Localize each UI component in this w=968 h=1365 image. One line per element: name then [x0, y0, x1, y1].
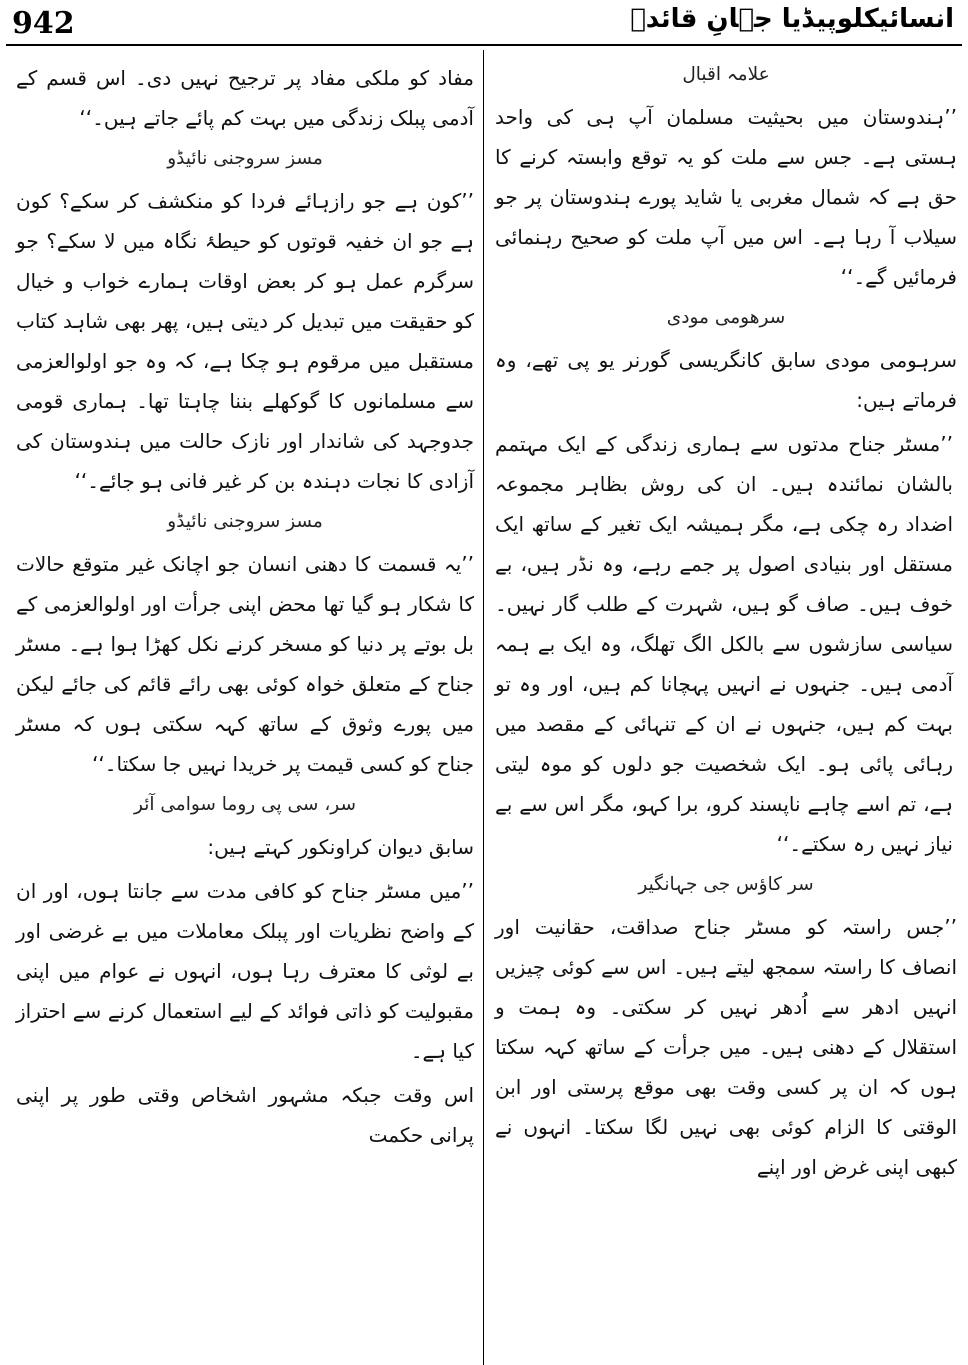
quote-paragraph: ’’یہ قسمت کا دھنی انسان جو اچانک غیر متوقع حالات کا شکار ہو گیا تھا محض اپنی جرأت اور اولوالعزمی کے بل بوتے پر دنیا کو مسخر کرنے نکل کھڑا ہوا ہے۔ مسٹر جناح کے متعلق خواہ کوئی بھی رائے قائم کی جائے لیکن میں پورے وثوق کے ساتھ کہہ سکتی ہوں کہ مسٹر جناح کو کسی قیمت پر خریدا نہیں جا سکتا۔‘‘ [16, 552, 474, 776]
section-sarojini-naidu-1 [16, 148, 474, 501]
quote-paragraph: اس وقت جبکہ مشہور اشخاص وقتی طور پر اپنی پرانی حکمت [16, 1083, 474, 1147]
right-column [495, 58, 957, 1197]
book-title: انسائیکلوپیڈیا جہانِ قائدؒ [630, 4, 954, 34]
intro-paragraph: سرہومی مودی سابق کانگریسی گورنر یو پی تھے، وہ فرماتے ہیں: [495, 348, 957, 412]
quote-paragraph: ’’مسٹر جناح مدتوں سے ہماری زندگی کے ایک مہتمم بالشان نمائندہ ہیں۔ ان کی روش بظاہر مجموعہ اضداد رہ چکی ہے، مگر ہمیشہ ایک تغیر کے ساتھ ایک مستقل اور بنیادی اصول پر جمے رہے، وہ نڈر ہیں، بے خوف ہیں۔ صاف گو ہیں، شہرت کے طلب گار نہیں۔ سیاسی سازشوں سے بالکل الگ تھلگ، وہ ایک بے ہمہ آدمی ہیں۔ جنہوں نے انہیں پہچانا کم ہیں، اور وہ تو بہت کم ہیں، جنہوں نے ان کے تنہائی کے مقصد میں رہائی پائی ہو۔ ایک شخصیت جو دلوں کو موہ لیتی ہے، تم اسے چاہے ناپسند کرو، برا کہو، مگر اس سے بے نیاز نہیں رہ سکتے۔‘‘ [495, 432, 953, 856]
section-heading: مسز سروجنی نائیڈو [167, 148, 323, 169]
page-number: 942 [12, 6, 75, 41]
section-heading: مسز سروجنی نائیڈو [167, 511, 323, 532]
quote-paragraph: ’’کون ہے جو رازہائے فردا کو منکشف کر سکے؟ کون ہے جو ان خفیہ قوتوں کو حیطۂ نگاہ میں لا سکے؟ جو سرگرم عمل ہو کر بعض اوقات ہمارے خواب و خیال کو حقیقت میں تبدیل کر دیتی ہیں، پھر بھی شاہد کتاب مستقبل میں مرقوم ہو چکا ہے، کہ وہ جو اولوالعزمی سے مسلمانوں کا گوکھلے بننا چاہتا تھا۔ ہماری قومی جدوجہد کی شاندار اور نازک حالت میں ہندوستان کی آزادی کا نجات دہندہ بن کر غیر فانی ہو جائے۔‘‘ [16, 189, 474, 493]
section-sarojini-naidu-2 [16, 511, 474, 784]
column-divider [483, 50, 484, 1365]
section-heading: سر، سی پی روما سوامی آئر [133, 794, 356, 815]
section-iqbal [495, 64, 957, 297]
section-heading: علامہ اقبال [682, 64, 770, 85]
quote-paragraph: ’’جس راستہ کو مسٹر جناح صداقت، حقانیت اور انصاف کا راستہ سمجھ لیتے ہیں۔ اس سے کوئی چیزیں انہیں ادھر سے اُدھر نہیں کر سکتی۔ وہ ہمت و استقلال کے دھنی ہیں۔ میں جرأت کے ساتھ کہہ سکتا ہوں کہ ان پر کسی وقت بھی موقع پرستی اور ابن الوقتی کا الزام کوئی بھی نہیں لگا سکتا۔ انہوں نے کبھی اپنی غرض اور اپنے [495, 915, 957, 1179]
left-column [16, 58, 474, 1165]
quote-paragraph: ’’میں مسٹر جناح کو کافی مدت سے جانتا ہوں، اور ان کے واضح نظریات اور پبلک معاملات میں بے غرضی اور بے لوثی کا معترف رہا ہوں، انہوں نے عوام میں اپنی مقبولیت کو ذاتی فوائد کے لیے استعمال کرنے سے احتراز کیا ہے۔ [16, 879, 474, 1063]
page-header [0, 0, 968, 48]
section-ramaswami-aiyar [16, 794, 474, 1155]
header-rule [6, 44, 962, 46]
section-continued [16, 58, 474, 138]
section-heading: سرھومی مودی [666, 307, 786, 328]
section-heading: سر کاؤس جی جہانگیر [638, 874, 814, 895]
section-homi-mody [495, 307, 957, 864]
intro-paragraph: سابق دیوان کراونکور کہتے ہیں: [207, 835, 474, 859]
continued-paragraph: مفاد کو ملکی مفاد پر ترجیح نہیں دی۔ اس قسم کے آدمی پبلک زندگی میں بہت کم پائے جاتے ہیں۔‘‘ [16, 66, 474, 130]
quote-paragraph: ’’ہندوستان میں بحیثیت مسلمان آپ ہی کی واحد ہستی ہے۔ جس سے ملت کو یہ توقع وابستہ کرنے کا حق ہے کہ شمال مغربی یا شاید پورے ہندوستان پر جو سیلاب آ رہا ہے۔ اس میں آپ ملت کو صحیح رہنمائی فرمائیں گے۔‘‘ [495, 105, 957, 289]
section-cowasji-jehangir [495, 874, 957, 1187]
